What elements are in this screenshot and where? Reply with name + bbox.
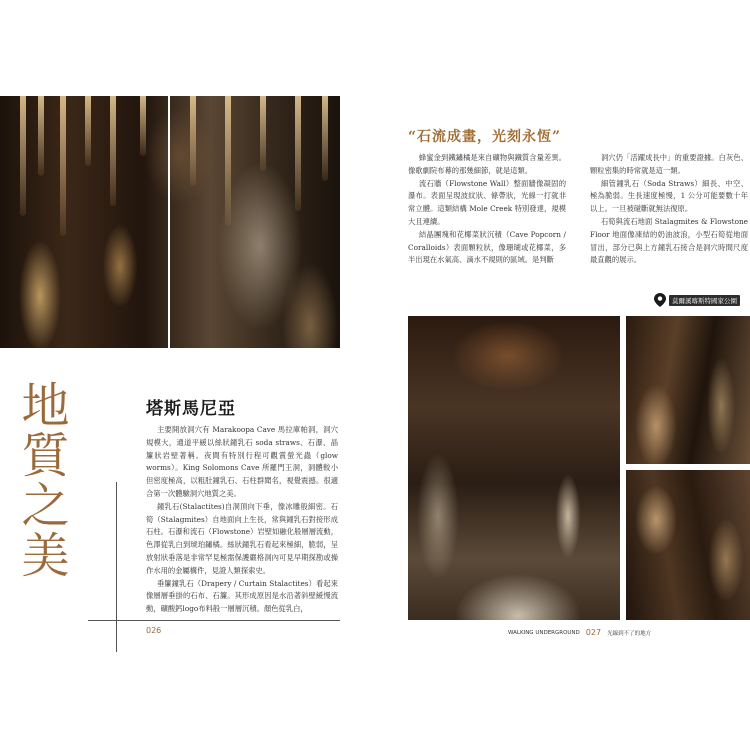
right-paragraph: 流石牆（Flowstone Wall）整面牆像凝固的瀑布。表面呈現波紋狀、條帶狀，光線一打就非常立體。這類結構 Mole Creek 特別發達，規模大且連續。 [408,178,566,226]
cave-photo-left [0,96,340,348]
vertical-rule [116,482,117,652]
horizontal-rule [88,620,340,621]
right-page-number: 027 [585,628,602,637]
quote-title: “石流成畫，光刻永恆” [408,129,562,145]
right-column-b [590,152,748,267]
location-tag [654,292,740,308]
right-paragraph: 洞穴仍「活躍成長中」的重要證據。白灰色、顆粒密集的時常就是這一類。 [590,153,748,175]
right-column-a [408,152,566,267]
left-page-number: 026 [146,626,162,635]
footer-brand: WALKING UNDERGROUND [508,629,580,636]
cave-photo-large [408,316,620,620]
map-pin-icon [654,293,666,307]
right-paragraph: 結晶團塊和花椰菜狀沉積（Cave Popcorn / Coralloids）表面顆粒狀，像珊瑚或花椰菜，多半出現在水氣高、滴水不規則的區域。是判斷 [408,229,566,265]
footer-caption: 光線到不了的地方 [607,630,652,637]
section-title: 塔斯馬尼亞 [146,399,236,419]
left-body-text [146,424,338,616]
left-paragraph: 垂簾鐘乳石（Drapery / Curtain Stalactites）看起來像層層垂掛的石布、石簾。其形成原因是水沿著斜壁緩慢流動，礦酸鈣logo布料般一層層沉積。顏色從乳白， [146,578,338,614]
vertical-title: 地質之美 [13,380,69,580]
right-footer [508,628,651,637]
right-paragraph: 細管鐘乳石（Soda Straws）細長、中空、極為脆弱。生長速度極慢，1 公分可能要數十年以上。一旦被碰斷就無法復原。 [590,178,748,214]
location-label: 莫爾溪喀斯特國家公園 [669,295,740,306]
photo-divider [168,96,170,348]
cave-photo-small-top [626,316,750,464]
cave-photo-small-bottom [626,470,750,620]
left-paragraph: 主要開放洞穴有 Marakoopa Cave 馬拉庫帕洞，洞穴規模大，通道平緩以絲狀鐘乳石 soda straws、石瀑、晶簾狀岩壁著稱。夜間有特別行程可觀賞螢光蟲（glow worms）。King Solomons Cave 所羅門王洞，洞體較小但密度極高，以粗肚鐘乳石、石柱群聞名，視覺震撼。很適合第一次體驗洞穴地質之美。 [146,425,338,498]
left-paragraph: 鐘乳石(Stalactites)自洞頂向下垂，像冰雕般細密。石筍（Stalagmites）自地面向上生長，常與鐘乳石對接形成石柱。石瀑和流石（Flowstone）岩壁如融化般層層流動，色澤從乳白到琥珀鏽橘。絲狀鐘乳石看起來極細，脆弱，呈放射狀垂落是非常罕見極需保護嚴格洞內可見早期探勘或操作水用的金屬構件，見證人類探索史。 [146,501,338,575]
right-paragraph: 石筍與流石地面 Stalagmites & Flowstone Floor 地面像凍結的奶油波浪，小型石筍從地面冒出，部分已與上方鐘乳石接合是洞穴時間尺度最直觀的展示。 [590,216,748,265]
right-paragraph: 蜂蜜金到鐵鏽橘是來自礦物與鐵質含量差異。像歌劇院布幕的那幾細節，就是這類。 [408,153,566,175]
